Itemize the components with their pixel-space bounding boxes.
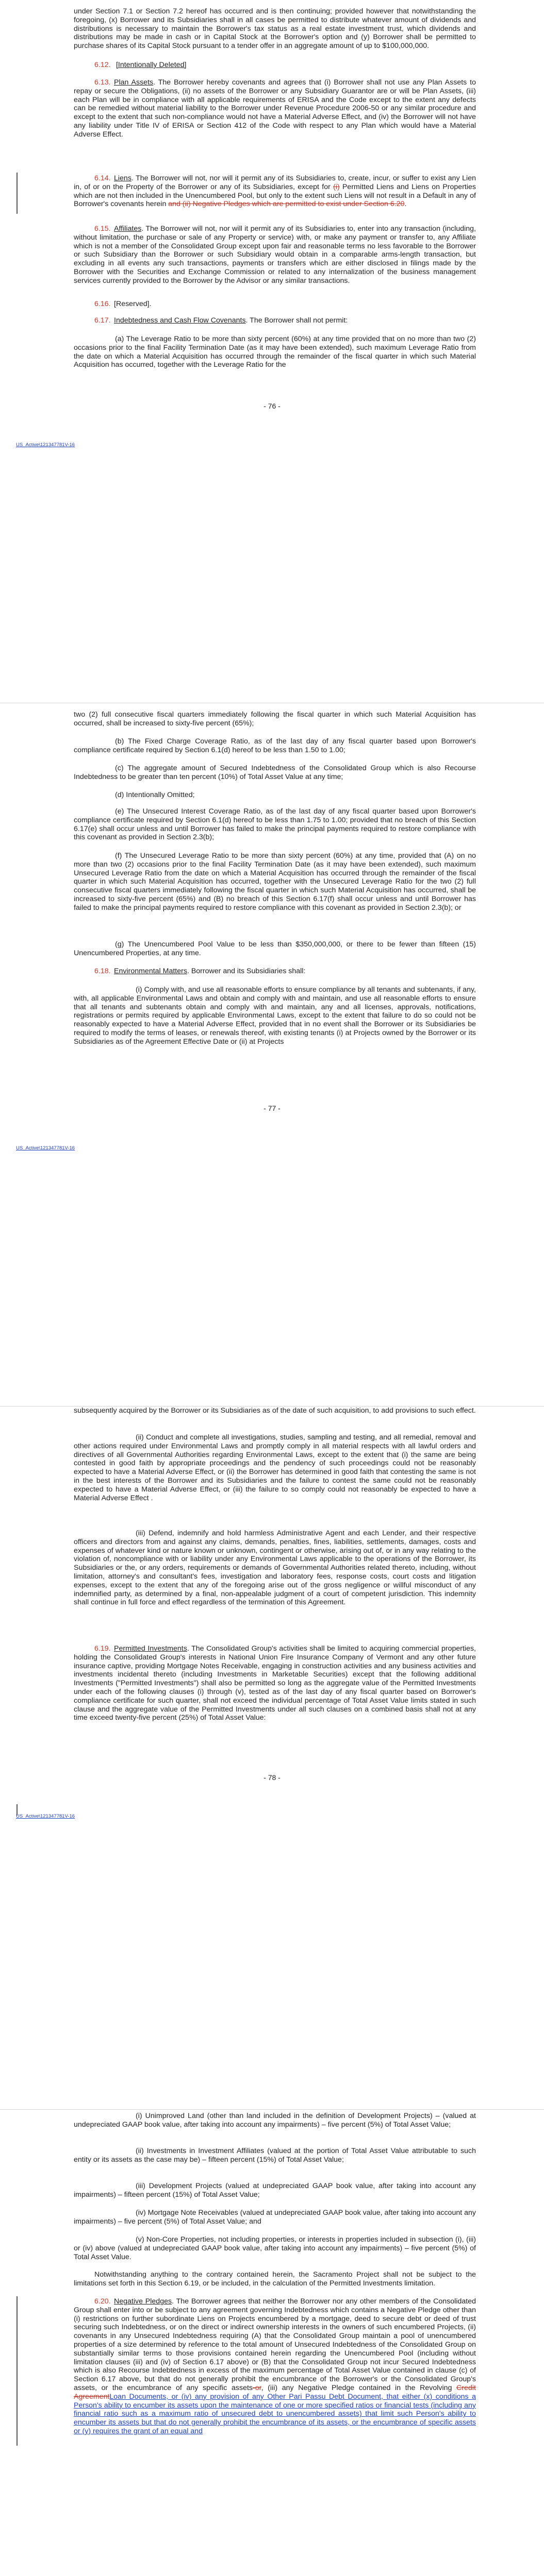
clause-i: (i) Unimproved Land (other than land included in the definition of Development Projects) – (valued at undepreciated GAAP book value, after taking into account any impairments) – five percent (5%) of Total Asset Value; [74, 2112, 476, 2129]
section-title: [Reserved]. [114, 300, 152, 308]
section-number: 6.18. [94, 967, 111, 975]
clause-iv: (iv) Mortgage Note Receivables (valued at undepreciated GAAP book value, after taking into account any impairments) – five percent (5%) of Total Asset Value; and [74, 2209, 476, 2226]
page-number: - 76 - [263, 402, 281, 410]
section-title: [Intentionally Deleted] [116, 61, 187, 69]
section-number: 6.19. [94, 1645, 111, 1653]
section-title: Indebtedness and Cash Flow Covenants [114, 316, 246, 325]
page-76 [0, 0, 544, 703]
section-body: . [404, 200, 407, 209]
clause-b: (b) The Fixed Charge Coverage Ratio, as of the last day of any fiscal quarter based upon Borrower's compliance certificate required by Section 6.1(d) hereof to be less than 1.50 to 1.00; [74, 737, 476, 754]
section-body: . The Consolidated Group's activities shall be limited to acquiring commercial properties, holding the Consolidated Group's interests in National Union Fire Insurance Company of Vermont and any other future insurance captive, providing Mortgage Notes Receivable, engaging in construction activities and any business activities and investments incidental thereto (including Investments in Marketable Securities) except that the following additional Investments ("Permitted Investments") shall also be permitted so long as the aggregate value of the Permitted Investments under each of the following clauses (i) through (v), tested as of the last day of any fiscal quarter based on Borrower's compliance certificate for such quarter, shall not exceed the individual percentage of Total Asset Value limits stated in such clause and the aggregate value of the Permitted Investments under all such clauses on a combined basis shall not at any time exceed twenty-five percent (25%) of Total Asset Value: [74, 1645, 476, 1722]
section-body: . The Borrower agrees that neither the Borrower nor any other members of the Consolidated Group shall enter into or be subject to any agreement governing Indebtedness which contains a Negative Pledge other than (i) restrictions on further subordinate Liens on Projects encumbered by a mortgage, deed to secure debt or deed of trust securing such Indebtedness, or on the direct or indirect ownership interests in the owners of such encumbered Projects, (ii) covenants in any Unsecured Indebtedness requiring (A) that the Consolidated Group maintain a pool of unencumbered properties of a size determined by reference to the total amount of Unsecured Indebtedness of the Consolidated Group on substantially similar terms to those provisions contained herein regarding the Unencumbered Pool (including without limitation clauses (iii) and (iv) of Section 6.17 above) or (B) that the Consolidated Group not incur Secured Indebtedness which is also Recourse Indebtedness in excess of the maximum percentage of Total Asset Value contained in clause (c) of Section 6.17 above, but that do not generally prohibit the encumbrance of the Borrower's or the Consolidated Group's assets, or the encumbrance of any specific assets [74, 2297, 476, 2392]
page-number: - 78 - [263, 1773, 281, 1782]
section-6-12 [74, 61, 476, 70]
clause-v: (v) Non-Core Properties, not including properties, or interests in properties included in subsection (i), (iii) or (iv) above (valued at undepreciated GAAP book value, after taking into account any impairments) – five percent (5%) of Total Asset Value. [74, 2235, 476, 2261]
document-id-footer[interactable]: US_Active\121347781V-16 [16, 442, 75, 448]
section-6-17 [74, 316, 476, 325]
clause-d: (d) Intentionally Omitted; [115, 791, 195, 799]
section-body: , (iii) any Negative Pledge contained in the Revolving [261, 2383, 457, 2392]
section-number: 6.14. [94, 174, 111, 182]
paragraph: subsequently acquired by the Borrower or its Subsidiaries as of the date of such acquisition, to add provisions to such effect. [74, 1406, 476, 1415]
section-body: . The Borrower shall not permit: [245, 316, 348, 325]
section-6-19 [74, 1645, 476, 1722]
section-number: 6.13. [94, 78, 111, 87]
section-body: . The Borrower hereby covenants and agrees that (i) Borrower shall not use any Plan Assets to repay or secure the Obligations, (ii) no assets of the Borrower or any Subsidiary Guarantor are or will be Plan Assets, (iii) each Plan will be in compliance with all applicable requirements of ERISA and the Code except to the extent any defects can be remedied without material liability to the Borrower under Revenue Procedure 2006-50 or any similar procedure and except to the extent that such non-compliance would not have a Material Adverse Effect, and (iv) the Borrower will not have any liability under Title IV of ERISA or Section 412 of the Code with respect to any Plan which would have a Material Adverse Effect. [74, 78, 476, 139]
change-bar [17, 2296, 18, 2446]
section-number: 6.12. [94, 61, 111, 69]
clause-e: (e) The Unsecured Interest Coverage Ratio, as of the last day of any fiscal quarter based upon Borrower's compliance certificate required by Section 6.1(d) hereof to be less than 1.75 to 1.00; provided that no breach of this Section 6.17(e) shall occur unless and until Borrower has failed to make the principal payments required to restore compliance with this covenant as provided in Section 2.3(b); [74, 807, 476, 842]
clause-f: (f) The Unsecured Leverage Ratio to be more than sixty percent (60%) at any time, provided that (A) on no more than two (2) occasions prior to the final Facility Termination Date (as it may have been extended), such maximum Unsecured Leverage Ratio from the date on which a Material Acquisition has occurred through the remainder of the fiscal quarter in which such Material Acquisition has occurred, together with the Unsecured Leverage Ratio for the two (2) full consecutive fiscal quarters immediately following the fiscal quarter in which such Material Acquisition has occurred, shall be increased to sixty-five percent (65%) and (B) no breach of this Section 6.17(f) shall occur unless and until Borrower has failed to make the principal payments required to restore compliance with this covenant as provided in Section 2.3(b); or [74, 852, 476, 912]
clause-a: (a) The Leverage Ratio to be more than sixty percent (60%) at any time provided that on no more than two (2) occasions prior to the final Facility Termination Date (as it may have been extended), such maximum Leverage Ratio from the date on which a Material Acquisition has occurred through the remainder of the fiscal quarter in which such Material Acquisition has occurred, together with the Leverage Ratio for the [74, 335, 476, 369]
clause-i: (i) Comply with, and use all reasonable efforts to ensure compliance by all tenants and subtenants, if any, with, all applicable Environmental Laws and obtain and comply with and maintain, and use all reasonable efforts to ensure that all tenants and subtenants obtain and comply with and maintain, any and all licenses, approvals, notifications, registrations or permits required by applicable Environmental Laws, except to the extent that failure to do so could not be reasonably expected to have a Material Adverse Effect, provided that in no event shall the Borrower or its Subsidiaries be required to modify the terms of leases, or renewals thereof, with existing tenants (i) at Projects owned by the Borrower or its Subsidiaries as of the Agreement Effective Date or (ii) at Projects [74, 986, 476, 1046]
deleted-text: -or [253, 2383, 261, 2392]
inserted-text: Loan Documents, or (iv) any provision of any Other Pari Passu Debt Document, that either (x) conditions a Person's ability to encumber its assets upon the maintenance of one or more specified ratios or financial tests (including any financial ratio such as a maximum ratio of unsecured debt to unencumbered assets) that limit such Person's ability to encumber its assets but that do not generally prohibit the encumbrance of its assets, or the encumbrance of specific assets or (y) requires the grant of an equal and [74, 2392, 476, 2435]
section-number: 6.15. [94, 225, 111, 233]
deleted-text: (i) [333, 182, 340, 191]
page-number: - 77 - [263, 1104, 281, 1112]
section-6-13 [74, 78, 476, 139]
section-body: . The Borrower will not, nor will it permit any of its Subsidiaries to, create, incur, or suffer to exist any Lien in, of or on the Property of the Borrower or any of its Subsidiaries, except for [74, 174, 476, 191]
clause-c: (c) The aggregate amount of Secured Indebtedness of the Consolidated Group which is also Recourse Indebtedness to be greater than ten percent (10%) of Total Asset Value at any time; [74, 764, 476, 781]
paragraph: two (2) full consecutive fiscal quarters immediately following the fiscal quarter in which such Material Acquisition has occurred, shall be increased to sixty-five percent (65%); [74, 710, 476, 727]
section-6-18 [74, 967, 476, 976]
section-title: Affiliates [114, 225, 142, 233]
paragraph: under Section 7.1 or Section 7.2 hereof has occurred and is then continuing; provided however that notwithstanding the foregoing, (x) Borrower and its Subsidiaries shall in all cases be permitted to distribute whatever amount of dividends and distributions is necessary to maintain the Borrower's tax status as a real estate investment trust, which dividends and distributions may be made in cash or in Capital Stock at the Borrower's option and (y) Borrower shall be permitted to purchase shares of its Capital Stock pursuant to a tender offer in an aggregate amount of up to $100,000,000. [74, 7, 476, 50]
section-6-20 [74, 2297, 476, 2436]
document-id-footer[interactable]: US_Active\121347781V-16 [16, 1145, 75, 1151]
section-number: 6.16. [94, 300, 111, 308]
section-6-16 [74, 300, 476, 309]
clause-g: (g) The Unencumbered Pool Value to be less than $350,000,000, or there to be fewer than fifteen (15) Unencumbered Properties, at any time. [74, 940, 476, 957]
section-6-14 [74, 174, 476, 209]
deleted-text: Credit Agreement [74, 2383, 476, 2401]
section-number: 6.20. [94, 2297, 111, 2306]
section-title: Environmental Matters [114, 967, 187, 975]
clause-iii: (iii) Development Projects (valued at undepreciated GAAP book value, after taking into account any impairments) – fifteen percent (15%) of Total Asset Value; [74, 2182, 476, 2199]
section-title: Negative Pledges [114, 2297, 172, 2306]
paragraph: Notwithstanding anything to the contrary contained herein, the Sacramento Project shall not be subject to the limitations set forth in this Section 6.19, or be included, in the calculation of the Permitted Investments limitation. [74, 2270, 476, 2287]
clause-ii: (ii) Investments in Investment Affiliates (valued at the portion of Total Asset Value attributable to such entity or its assets as the case may be) – fifteen percent (15%) of Total Asset Value; [74, 2147, 476, 2164]
section-body: Permitted Liens and Liens on Properties which are not then included in the Unencumbered Pool, but only to the extent such Liens will not result in a Default in any of Borrower's covenants herein [74, 182, 476, 209]
section-number: 6.17. [94, 316, 111, 325]
section-title: Permitted Investments [114, 1645, 187, 1653]
section-title: Plan Assets [114, 78, 154, 87]
clause-ii: (ii) Conduct and complete all investigations, studies, sampling and testing, and all remedial, removal and other actions required under Environmental Laws and promptly comply in all material respects with all lawful orders and directives of all Governmental Authorities regarding Environmental Laws, except to the extent that (i) the same are being contested in good faith by appropriate proceedings and the pendency of such proceedings could not be reasonably expected to have a Material Adverse Effect, or (ii) the Borrower has determined in good faith that contesting the same is not in the best interests of the Borrower and its Subsidiaries and the failure to contest the same could not be reasonably expected to have a Material Adverse Effect, or (iii) the failure to so comply could not reasonably be expected to have a Material Adverse Effect . [74, 1433, 476, 1502]
deleted-text: and (ii) Negative Pledges which are permitted to exist under Section 6.20 [168, 200, 405, 209]
section-title: Liens [114, 174, 131, 182]
page-77 [0, 703, 544, 1406]
document-id-footer[interactable]: US_Active\121347781V-16 [16, 1814, 75, 1819]
section-body: . The Borrower will not, nor will it permit any of its Subsidiaries to, enter into any transaction (including, without limitation, the purchase or sale of any Property or service) with, or make any payment or transfer to, any Affiliate which is not a member of the Consolidated Group except upon fair and reasonable terms no less favorable to the Borrower or such Subsidiary than the Borrower or such Subsidiary would obtain in a comparable arms-length transaction, but excluding in all events any such transactions, payments or transfers which are either disclosed in filings made by the Borrower with the Securities and Exchange Commission or related to any internalization of the business management services currently provided to the Borrower by the Advisor or any similar transactions. [74, 225, 476, 285]
page-79 [0, 2110, 544, 2576]
clause-iii: (iii) Defend, indemnify and hold harmless Administrative Agent and each Lender, and their respective officers and directors from and against any claims, demands, penalties, fines, liabilities, settlements, damages, costs and expenses of whatever kind or nature known or unknown, contingent or otherwise, arising out of, or in any way relating to the violation of, noncompliance with or liability under any Environmental Laws applicable to the operations of the Borrower, its Subsidiaries or the, or any orders, requirements or demands of Governmental Authorities related thereto, including, without limitation, attorney's and consultant's fees, investigation and laboratory fees, response costs, court costs and litigation expenses, except to the extent that any of the foregoing arise out of the gross negligence or willful misconduct of any indemnified party, as determined by a final, non-appealable judgment of a court of competent jurisdiction. This indemnity shall continue in full force and effect regardless of the termination of this Agreement. [74, 1529, 476, 1607]
section-body: . Borrower and its Subsidiaries shall: [187, 967, 306, 975]
page-78 [0, 1406, 544, 2110]
section-6-15 [74, 225, 476, 285]
change-bar [17, 173, 18, 214]
